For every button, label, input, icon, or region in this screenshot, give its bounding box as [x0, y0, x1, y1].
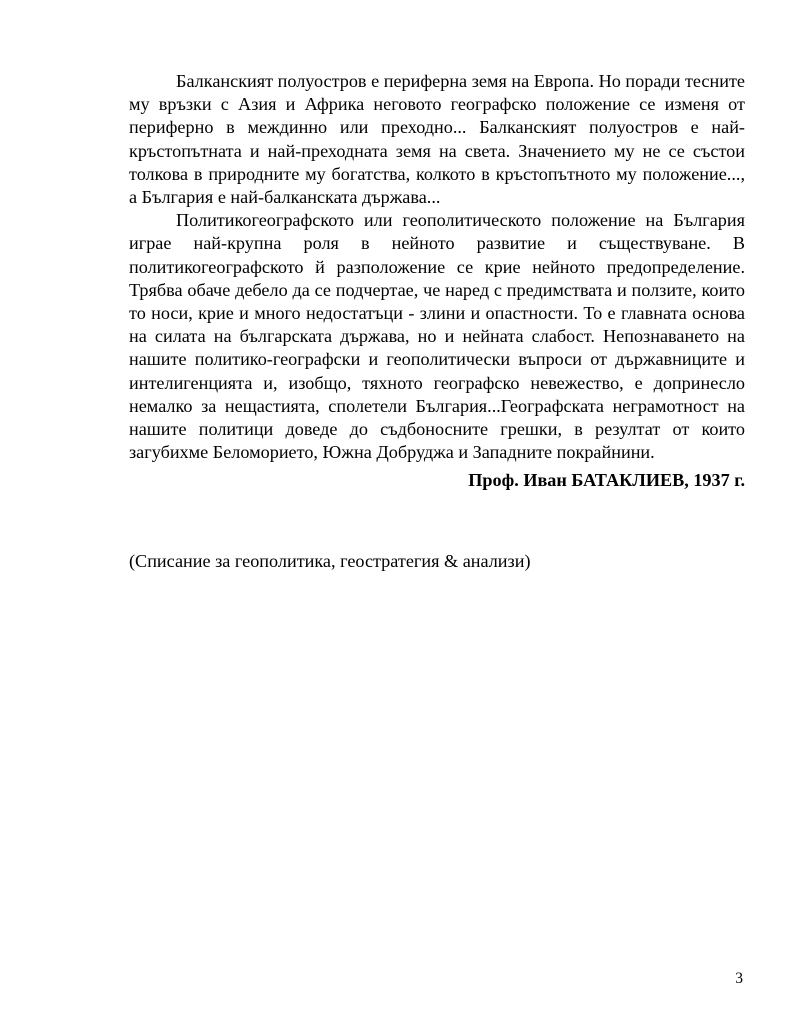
page-number: 3 — [735, 970, 743, 987]
paragraph-2: Политикогеографското или геополитическото положение на България играе най-крупна роля в нейното развитие и съществуване. В политикогеографското й разположение се крие нейното предопределение. Трябва обаче дебело да се подчертае, че наред с предимствата и ползите, които то носи, крие и много недостатъци - злини и опастности. То е главната основа на силата на българската държава, но и нейната слабост. Непознаването на нашите политико-географски и геополитически въпроси от държавниците и интелигенцията и, изобщо, тяхното географско невежество, е допринесло немалко за нещастията, сполетели България...Географската неграмотност на нашите политици доведе до съдбоносните грешки, в резултат от които загубихме Беломорието, Южна Добруджа и Западните покрайнини. — [129, 210, 745, 463]
document-body — [129, 70, 745, 464]
paragraph-1: Балканският полуостров е периферна земя на Европа. Но поради тесните му връзки с Азия и Африка неговото географско положение се изменя от периферно в междинно или преходно... Балканският полуостров е най-кръстопътната и най-преходната земя на света. Значението му не се състои толкова в природните му богатства, колкото в кръстопътното му положение..., а България е най-балканската държава... — [129, 71, 745, 208]
author-signature: Проф. Иван БАТАКЛИЕВ, 1937 г. — [468, 470, 745, 490]
source-citation: (Списание за геополитика, геостратегия & анализи) — [129, 551, 531, 571]
